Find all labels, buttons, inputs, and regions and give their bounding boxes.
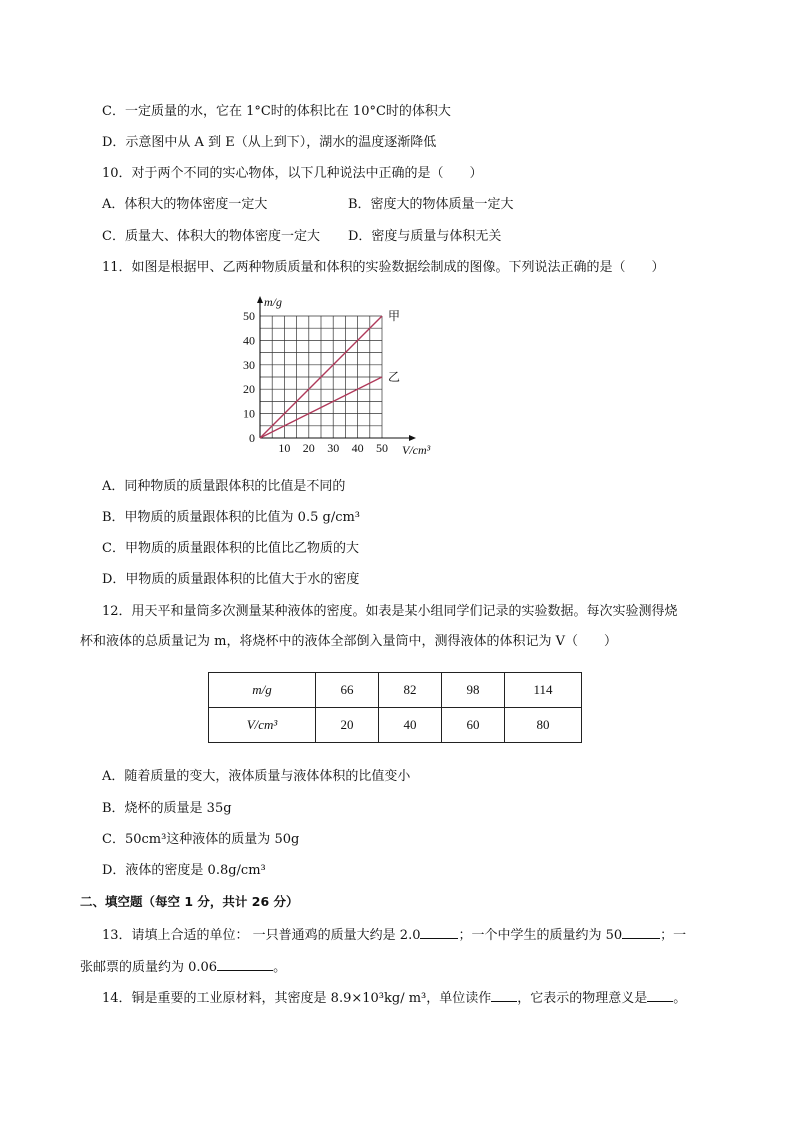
table-cell: 20 <box>316 708 379 743</box>
data-table <box>208 672 582 743</box>
y-tick-label: 30 <box>243 357 255 372</box>
table-cell: 98 <box>442 673 505 708</box>
section-heading: 二、填空题（每空 1 分，共计 26 分） <box>80 894 299 909</box>
q12-option-c: C．50cm³这种液体的质量为 50g <box>102 832 300 847</box>
table-cell: 80 <box>505 708 582 743</box>
q13-text: 。 <box>273 960 287 975</box>
x-axis-label: V/cm³ <box>402 443 431 457</box>
q10-option-b: B．密度大的物体质量一定大 <box>348 197 514 212</box>
q13-text: ；一 <box>660 928 687 943</box>
q13-text: ；一个中学生的质量约为 50 <box>458 928 623 943</box>
origin-label: 0 <box>249 431 255 445</box>
q14-line <box>102 988 686 1008</box>
y-tick-label: 40 <box>243 333 255 348</box>
table-cell: 66 <box>316 673 379 708</box>
table-row <box>209 673 582 708</box>
q10-option-a: A．体积大的物体密度一定大 <box>102 197 268 212</box>
q10-option-d: D．密度与质量与体积无关 <box>348 229 502 244</box>
table-cell: 40 <box>379 708 442 743</box>
x-axis-arrow <box>409 435 416 441</box>
q10-option-c: C．质量大、体积大的物体密度一定大 <box>102 229 320 244</box>
q12-stem-line1: 12．用天平和量筒多次测量某种液体的密度。如表是某小组同学们记录的实验数据。每次实验测得烧 <box>102 604 678 619</box>
y-tick-label: 20 <box>243 382 255 397</box>
q12-stem-line2: 杯和液体的总质量记为 m，将烧杯中的液体全部倒入量筒中，测得液体的体积记为 V（ ） <box>80 634 617 649</box>
table-row <box>209 708 582 743</box>
table-cell: 60 <box>442 708 505 743</box>
q11-option-c: C．甲物质的质量跟体积的比值比乙物质的大 <box>102 541 359 556</box>
answer-blank[interactable] <box>217 957 273 971</box>
table-cell: 114 <box>505 673 582 708</box>
y-axis-arrow <box>257 296 263 303</box>
q12-option-d: D．液体的密度是 0.8g/cm³ <box>102 863 266 878</box>
table-header-mass: m/g <box>209 673 316 708</box>
q14-text: ，它表示的物理意义是 <box>517 991 648 1006</box>
q11-option-a: A．同种物质的质量跟体积的比值是不同的 <box>102 479 346 494</box>
q12-option-a: A．随着质量的变大，液体质量与液体体积的比值变小 <box>102 769 411 784</box>
answer-blank[interactable] <box>491 988 517 1002</box>
y-axis-label: m/g <box>264 295 282 309</box>
series-label: 乙 <box>388 370 401 384</box>
answer-blank[interactable] <box>647 988 673 1002</box>
x-tick-label: 30 <box>327 441 340 455</box>
y-tick-label: 50 <box>243 309 255 323</box>
q11-option-b: B．甲物质的质量跟体积的比值为 0.5 g/cm³ <box>102 510 361 525</box>
q9-option-d: D．示意图中从 A 到 E（从上到下），湖水的温度逐渐降低 <box>102 135 437 150</box>
q12-option-b: B．烧杯的质量是 35g <box>102 801 232 816</box>
q13-line2 <box>80 957 286 977</box>
x-tick-label: 20 <box>302 441 315 455</box>
q11-option-d: D．甲物质的质量跟体积的比值大于水的密度 <box>102 572 360 587</box>
q10-stem: 10．对于两个不同的实心物体，以下几种说法中正确的是（ ） <box>102 166 483 181</box>
answer-blank[interactable] <box>420 925 458 939</box>
answer-blank[interactable] <box>622 925 660 939</box>
x-tick-label: 40 <box>351 441 364 455</box>
q13-line1 <box>102 925 686 945</box>
q13-text: 张邮票的质量约为 0.06 <box>80 960 218 975</box>
q14-text: 。 <box>673 991 687 1006</box>
x-tick-label: 10 <box>278 441 291 455</box>
q9-option-c: C．一定质量的水，它在 1°C时的体积比在 10°C时的体积大 <box>102 104 451 119</box>
table-cell: 82 <box>379 673 442 708</box>
y-tick-label: 10 <box>243 406 255 421</box>
q14-text: 14．铜是重要的工业原材料，其密度是 8.9×10³kg/ m³，单位读作 <box>102 991 492 1006</box>
x-tick-label: 50 <box>376 441 388 455</box>
series-label: 甲 <box>388 309 401 323</box>
table-header-volume: V/cm³ <box>209 708 316 743</box>
mass-volume-chart <box>236 290 446 462</box>
q13-text: 13．请填上合适的单位： 一只普通鸡的质量大约是 2.0 <box>102 928 421 943</box>
q11-stem: 11．如图是根据甲、乙两种物质质量和体积的实验数据绘制成的图像。下列说法正确的是（ ） <box>102 260 665 275</box>
